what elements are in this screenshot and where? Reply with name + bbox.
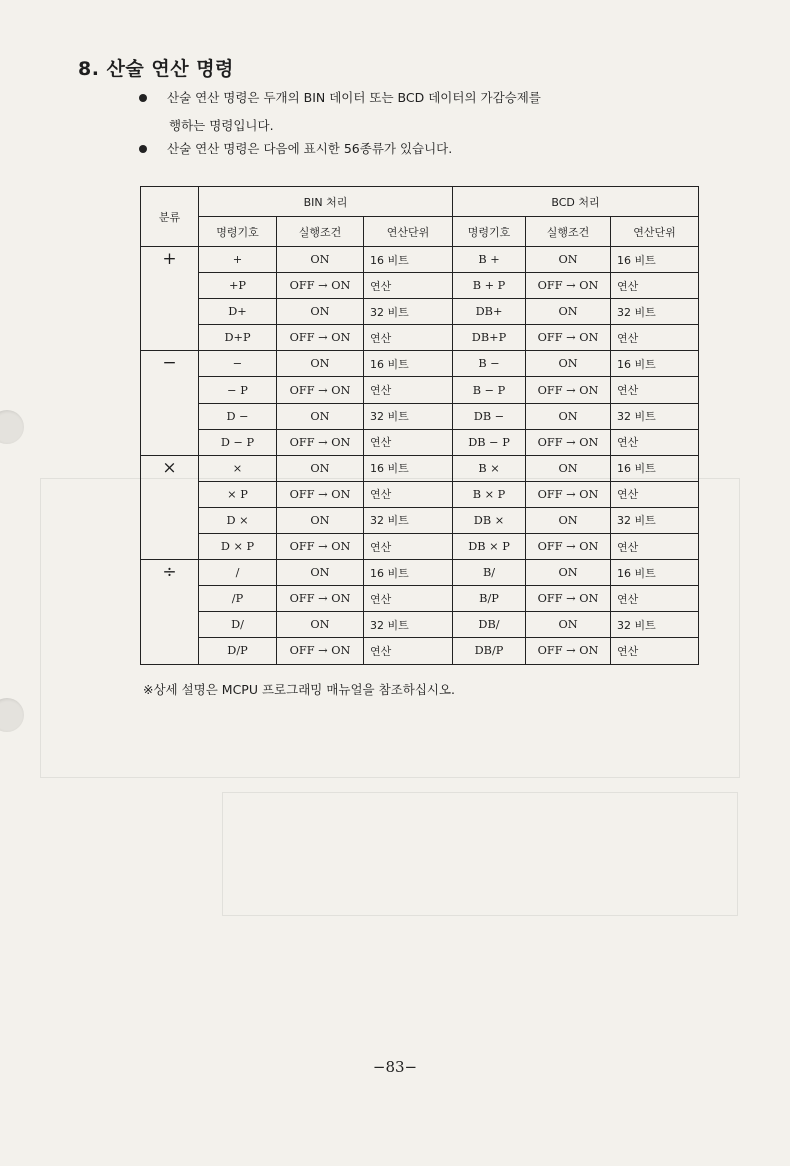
bcd-execution-condition: ON (526, 455, 611, 481)
bin-execution-condition: OFF → ON (277, 429, 364, 455)
table-row (141, 429, 699, 455)
bullet-dot-icon (139, 145, 147, 153)
bcd-operation-unit: 연산 (611, 325, 699, 351)
bin-instruction-symbol: D+P (199, 325, 277, 351)
bcd-execution-condition: OFF → ON (526, 377, 611, 403)
bullet-dot-icon (139, 94, 147, 102)
table-row (141, 612, 699, 638)
bin-execution-condition: ON (277, 403, 364, 429)
bin-execution-condition: OFF → ON (277, 325, 364, 351)
bcd-execution-condition: ON (526, 299, 611, 325)
column-header: 명령기호 (453, 217, 526, 247)
table-row (141, 403, 699, 429)
bcd-operation-unit: 32 비트 (611, 299, 699, 325)
bcd-operation-unit: 연산 (611, 377, 699, 403)
table-row (141, 455, 699, 481)
bin-operation-unit: 32 비트 (364, 507, 453, 533)
bin-operation-unit: 연산 (364, 481, 453, 507)
bcd-execution-condition: ON (526, 403, 611, 429)
bin-operation-unit: 연산 (364, 429, 453, 455)
table-row (141, 507, 699, 533)
bin-execution-condition: ON (277, 455, 364, 481)
bin-execution-condition: OFF → ON (277, 481, 364, 507)
footnote: ※상세 설명은 MCPU 프로그래밍 매뉴얼을 참조하십시오. (143, 682, 456, 697)
bin-execution-condition: OFF → ON (277, 586, 364, 612)
bcd-operation-unit: 연산 (611, 638, 699, 664)
bullet-text: 산술 연산 명령은 두개의 BIN 데이터 또는 BCD 데이터의 가감승제를 (167, 90, 541, 105)
bcd-operation-unit: 연산 (611, 586, 699, 612)
table-row (141, 273, 699, 299)
table-row (141, 299, 699, 325)
bcd-execution-condition: OFF → ON (526, 586, 611, 612)
bin-execution-condition: ON (277, 247, 364, 273)
bcd-execution-condition: OFF → ON (526, 325, 611, 351)
bcd-operation-unit: 연산 (611, 481, 699, 507)
bin-operation-unit: 연산 (364, 586, 453, 612)
bcd-operation-unit: 16 비트 (611, 247, 699, 273)
table-row (141, 560, 699, 586)
column-header: 실행조건 (277, 217, 364, 247)
table-row (141, 325, 699, 351)
bin-operation-unit: 16 비트 (364, 247, 453, 273)
bcd-operation-unit: 16 비트 (611, 455, 699, 481)
bin-instruction-symbol: × P (199, 481, 277, 507)
bin-operation-unit: 연산 (364, 534, 453, 560)
bcd-operation-unit: 연산 (611, 273, 699, 299)
table-row (141, 377, 699, 403)
bcd-execution-condition: OFF → ON (526, 273, 611, 299)
category-symbol: × (141, 455, 199, 559)
bcd-operation-unit: 연산 (611, 429, 699, 455)
arithmetic-instruction-table (140, 186, 699, 665)
bullet-item (139, 90, 541, 106)
bcd-operation-unit: 16 비트 (611, 560, 699, 586)
bin-instruction-symbol: D × (199, 507, 277, 533)
bcd-instruction-symbol: B + (453, 247, 526, 273)
bcd-operation-unit: 32 비트 (611, 612, 699, 638)
bcd-instruction-symbol: B/ (453, 560, 526, 586)
bin-operation-unit: 16 비트 (364, 455, 453, 481)
category-symbol: ÷ (141, 560, 199, 664)
bin-execution-condition: OFF → ON (277, 377, 364, 403)
bin-instruction-symbol: D+ (199, 299, 277, 325)
bcd-instruction-symbol: DB × (453, 507, 526, 533)
group-header-bin: BIN 처리 (199, 187, 453, 217)
binder-hole-top (0, 410, 24, 444)
bin-execution-condition: ON (277, 299, 364, 325)
bcd-operation-unit: 32 비트 (611, 507, 699, 533)
bcd-instruction-symbol: B × (453, 455, 526, 481)
bullet-item (139, 141, 452, 157)
table-row (141, 351, 699, 377)
bin-instruction-symbol: /P (199, 586, 277, 612)
bcd-execution-condition: OFF → ON (526, 638, 611, 664)
table-row (141, 247, 699, 273)
bcd-instruction-symbol: B + P (453, 273, 526, 299)
bcd-instruction-symbol: B × P (453, 481, 526, 507)
bin-instruction-symbol: +P (199, 273, 277, 299)
bcd-instruction-symbol: DB+ (453, 299, 526, 325)
bcd-instruction-symbol: DB − P (453, 429, 526, 455)
bcd-operation-unit: 연산 (611, 534, 699, 560)
bin-operation-unit: 16 비트 (364, 560, 453, 586)
group-header-bcd: BCD 처리 (453, 187, 699, 217)
bcd-execution-condition: OFF → ON (526, 481, 611, 507)
table-row (141, 638, 699, 664)
bin-execution-condition: ON (277, 612, 364, 638)
bin-execution-condition: ON (277, 507, 364, 533)
bcd-execution-condition: ON (526, 351, 611, 377)
bin-operation-unit: 32 비트 (364, 299, 453, 325)
bin-operation-unit: 연산 (364, 325, 453, 351)
bcd-instruction-symbol: DB × P (453, 534, 526, 560)
column-header: 연산단위 (611, 217, 699, 247)
bleed-through-box-2 (222, 792, 738, 916)
bin-operation-unit: 연산 (364, 273, 453, 299)
bin-execution-condition: OFF → ON (277, 638, 364, 664)
bin-instruction-symbol: × (199, 455, 277, 481)
bin-instruction-symbol: + (199, 247, 277, 273)
bin-instruction-symbol: D − P (199, 429, 277, 455)
bin-operation-unit: 연산 (364, 638, 453, 664)
bcd-execution-condition: OFF → ON (526, 429, 611, 455)
bin-instruction-symbol: D × P (199, 534, 277, 560)
bcd-execution-condition: ON (526, 247, 611, 273)
bin-operation-unit: 32 비트 (364, 612, 453, 638)
section-title: 8. 산술 연산 명령 (78, 58, 234, 80)
bin-operation-unit: 16 비트 (364, 351, 453, 377)
bin-execution-condition: OFF → ON (277, 534, 364, 560)
bcd-instruction-symbol: DB/ (453, 612, 526, 638)
bcd-instruction-symbol: DB − (453, 403, 526, 429)
bcd-execution-condition: ON (526, 507, 611, 533)
bcd-instruction-symbol: DB+P (453, 325, 526, 351)
table-row (141, 534, 699, 560)
bin-instruction-symbol: D/ (199, 612, 277, 638)
bin-operation-unit: 연산 (364, 377, 453, 403)
bin-execution-condition: ON (277, 560, 364, 586)
bullet-text: 산술 연산 명령은 다음에 표시한 56종류가 있습니다. (167, 141, 453, 156)
category-symbol: + (141, 247, 199, 351)
bin-execution-condition: OFF → ON (277, 273, 364, 299)
category-header: 분류 (141, 187, 199, 247)
table-row (141, 481, 699, 507)
bcd-instruction-symbol: B − P (453, 377, 526, 403)
bin-execution-condition: ON (277, 351, 364, 377)
column-header: 실행조건 (526, 217, 611, 247)
bin-instruction-symbol: D/P (199, 638, 277, 664)
bin-operation-unit: 32 비트 (364, 403, 453, 429)
bin-instruction-symbol: / (199, 560, 277, 586)
column-header: 명령기호 (199, 217, 277, 247)
bcd-execution-condition: ON (526, 560, 611, 586)
table-row (141, 586, 699, 612)
bcd-execution-condition: OFF → ON (526, 534, 611, 560)
column-header: 연산단위 (364, 217, 453, 247)
category-symbol: − (141, 351, 199, 455)
bin-instruction-symbol: − (199, 351, 277, 377)
bcd-instruction-symbol: DB/P (453, 638, 526, 664)
bcd-instruction-symbol: B − (453, 351, 526, 377)
bin-instruction-symbol: D − (199, 403, 277, 429)
bcd-execution-condition: ON (526, 612, 611, 638)
page-number: −83− (372, 1058, 418, 1076)
bcd-operation-unit: 16 비트 (611, 351, 699, 377)
binder-hole-bottom (0, 698, 24, 732)
bin-instruction-symbol: − P (199, 377, 277, 403)
bullet-continuation: 행하는 명령입니다. (169, 118, 274, 133)
bcd-operation-unit: 32 비트 (611, 403, 699, 429)
bcd-instruction-symbol: B/P (453, 586, 526, 612)
